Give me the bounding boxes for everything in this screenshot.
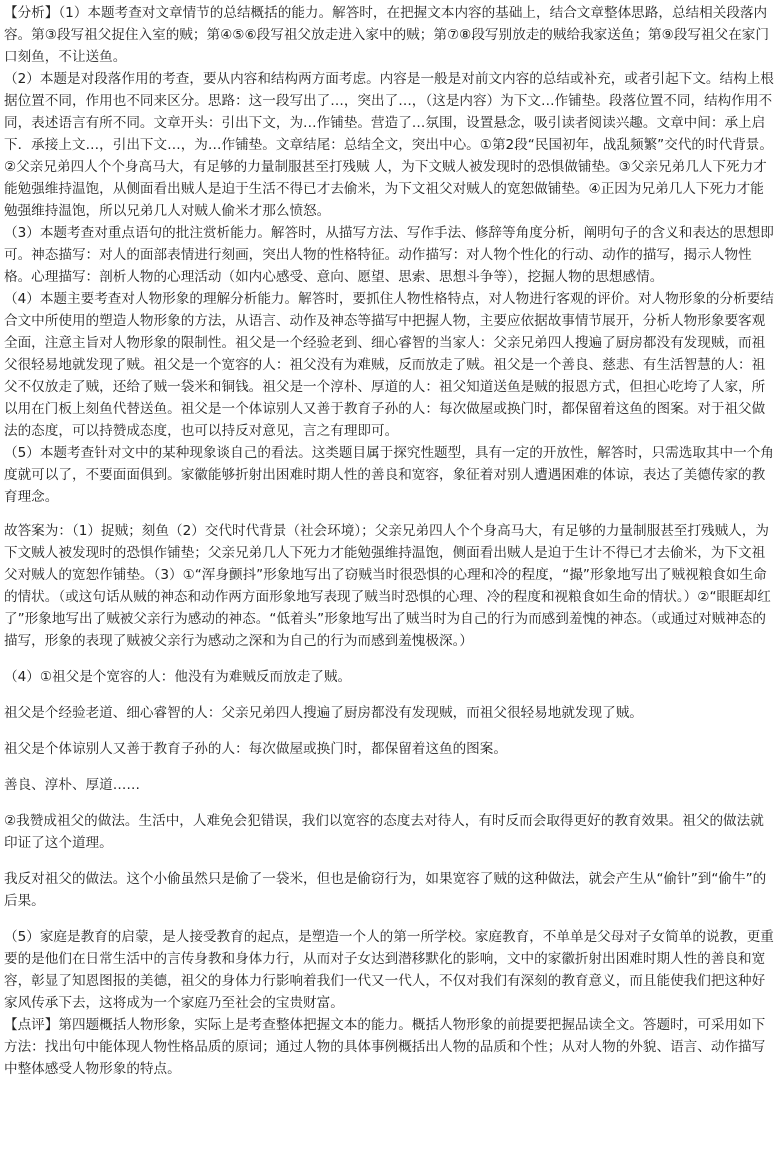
analysis-paragraph-3: （3）本题考查对重点语句的批注赏析能力。解答时，从描写方法、写作手法、修辞等角度分析，阐明句子的含义和表达的思想即可。神态描写：对人的面部表情进行刻画，突出人物的性格特征。动作描写：对人物个性化的行动、动作的描写，揭示人物性格。心理描写：剖析人物的心理活动（如内心感受、意向、愿望、思索、思想斗争等），挖掘人物的思想感情。 <box>4 225 774 285</box>
answer-paragraph-5: 善良、淳朴、厚道…… <box>4 777 140 793</box>
analysis-section <box>4 2 776 508</box>
answer-paragraph-1: 故答案为：（1）捉贼；刻鱼（2）交代时代背景（社会环境）；父亲兄弟四人个个身高马大，有足够的力量制服甚至打残贼人，为下文贼人被发现时的恐惧作铺垫；父亲兄弟几人下死力才能勉强维持温饱，侧面看出贼人是迫于生计不得已才去偷米，为下文祖父对贼人的宽恕作铺垫。（3）①“浑身颤抖”形象地写出了窃贼当时很恐惧的心理和冷的程度，“撮”形象地写出了贼视粮食如生命的情状。（或这句话从贼的神态和动作两方面形象地写表现了贼当时恐惧的心理、冷的程度和视粮食如生命的情状。）②“眼眶却红了”形象地写出了贼被父亲行为感动的神态。“低着头”形象地写出了贼当时为自己的行为而感到羞愧的神态。（或通过对贼神态的描写，形象的表现了贼被父亲行为感动之深和为自己的行为而感到羞愧极深。） <box>4 523 771 649</box>
answer-section <box>4 520 776 1014</box>
comment-section <box>4 1014 776 1080</box>
analysis-paragraph-1: 【分析】（1）本题考查对文章情节的总结概括的能力。解答时，在把握文本内容的基础上，结合文章整体思路，总结相关段落内容。第③段写祖父捉住入室的贼；第④⑤⑥段写祖父放走进入家中的贼；第⑦⑧段写别放走的贼给我家送鱼；第⑨段写祖父在家门口刻鱼，不让送鱼。 <box>4 5 769 65</box>
answer-paragraph-7: 我反对祖父的做法。这个小偷虽然只是偷了一袋米，但也是偷窃行为，如果宽容了贼的这种做法，就会产生从“偷针”到“偷牛”的后果。 <box>4 871 767 909</box>
comment-paragraph: 【点评】第四题概括人物形象，实际上是考查整体把握文本的能力。概括人物形象的前提要把握品读全文。答题时，可采用如下方法：找出句中能体现人物性格品质的原词；通过人物的具体事例概括出人物的品质和个性；从对人物的外貌、语言、动作描写中整体感受人物形象的特点。 <box>4 1017 766 1077</box>
answer-paragraph-6: ②我赞成祖父的做法。生活中，人难免会犯错误，我们以宽容的态度去对待人，有时反而会取得更好的教育效果。祖父的做法就印证了这个道理。 <box>4 813 764 851</box>
answer-paragraph-2: （4）①祖父是个宽容的人：他没有为难贼反而放走了贼。 <box>4 669 352 685</box>
analysis-paragraph-2: （2）本题是对段落作用的考查，要从内容和结构两方面考虑。内容是一般是对前文内容的总结或补充，或者引起下文。结构上根据位置不同，作用也不同来区分。思路：这一段写出了…，突出了…，（这是内容）为下文…作铺垫。段落位置不同，结构作用不同，表述语言有所不同。文章开头：引出下文，为…作铺垫。营造了…氛围，设置悬念，吸引读者阅读兴趣。文章中间：承上启下．承接上文…，引出下文…，为…作铺垫。文章结尾：总结全文，突出中心。①第2段“民国初年，战乱频繁”交代的时代背景。②父亲兄弟四人个个身高马大，有足够的力量制服甚至打残贼 人，为下文贼人被发现时的恐惧做铺垫。③父亲兄弟几人下死力才能勉强维持温饱，从侧面看出贼人是迫于生活不得已才去偷米，为下文祖父对贼人的宽恕做铺垫。④正因为兄弟几人下死力才能勉强维持温饱，所以兄弟几人对贼人偷米才那么愤怒。 <box>4 71 774 219</box>
answer-paragraph-8: （5）家庭是教育的启蒙，是人接受教育的起点，是塑造一个人的第一所学校。家庭教育，不单单是父母对子女简单的说教，更重要的是他们在日常生活中的言传身教和身体力行，从而对子女达到潜移默化的影响，文中的家徽折射出困难时期人性的善良和宽容，彰显了知恩图报的美德，祖父的身体力行影响着我们一代又一代人，不仅对我们有深刻的教育意义，而且能使我们把这种好家风传承下去，这将成为一个家庭乃至社会的宝贵财富。 <box>4 929 774 1011</box>
answer-paragraph-3: 祖父是个经验老道、细心睿智的人：父亲兄弟四人搜遍了厨房都没有发现贼，而祖父很轻易地就发现了贼。 <box>4 705 643 721</box>
analysis-paragraph-4: （4）本题主要考查对人物形象的理解分析能力。解答时，要抓住人物性格特点，对人物进行客观的评价。对人物形象的分析要结合文中所使用的塑造人物形象的方法，从语言、动作及神态等描写中把握人物，主要应依据故事情节展开，分析人物形象要客观全面，注意主旨对人物形象的限制性。祖父是一个经验老到、细心睿智的当家人：父亲兄弟四人搜遍了厨房都没有发现贼，而祖父很轻易地就发现了贼。祖父是一个宽容的人：祖父没有为难贼，反而放走了贼。祖父是一个善良、慈悲、有生活智慧的人：祖父不仅放走了贼，还给了贼一袋米和铜钱。祖父是一个淳朴、厚道的人：祖父知道送鱼是贼的报恩方式，但担心吃垮了人家，所以用在门板上刻鱼代替送鱼。祖父是一个体谅别人又善于教育子孙的人：每次做屋或换门时，都保留着这鱼的图案。对于祖父做法的态度，可以持赞成态度，也可以持反对意见，言之有理即可。 <box>4 291 774 439</box>
analysis-paragraph-5: （5）本题考查针对文中的某种现象谈自己的看法。这类题目属于探究性题型，具有一定的开放性，解答时，只需选取其中一个角度就可以了，不要面面俱到。家徽能够折射出困难时期人性的善良和宽容，象征着对别人遭遇困难的体谅，表达了美德传家的教育理念。 <box>4 445 774 505</box>
answer-paragraph-4: 祖父是个体谅别人又善于教育子孙的人：每次做屋或换门时，都保留着这鱼的图案。 <box>4 741 507 757</box>
